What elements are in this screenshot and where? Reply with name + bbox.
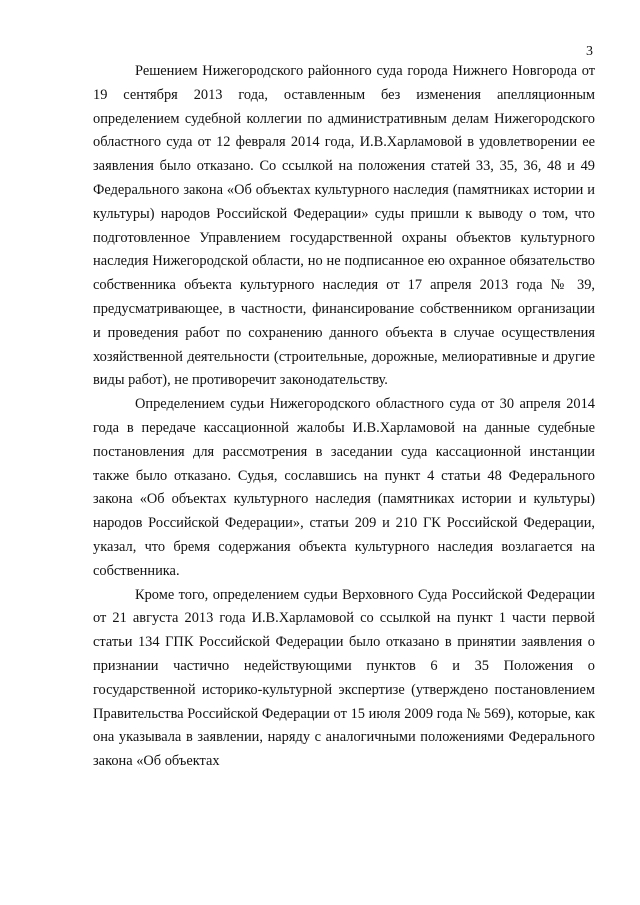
paragraph-3: Кроме того, определением судьи Верховного Суда Российской Федерации от 21 августа 2013 года И.В.Харламовой со ссылкой на пункт 1 части первой статьи 134 ГПК Российской Федерации было отказано в принятии заявления о признании частично недействующими пунктов 6 и 35 Положения о государственной историко-культурной экспертизе (утверждено постановлением Правительства Российской Федерации от 15 июля 2009 года № 569), которые, как она указывала в заявлении, наряду с аналогичными положениями Федерального закона «Об объектах xyxy=(93,586,595,770)
page-number: 3 xyxy=(586,44,593,59)
document-body xyxy=(93,60,595,774)
paragraph-1: Решением Нижегородского районного суда города Нижнего Новгорода от 19 сентября 2013 года, оставленным без изменения апелляционным определением судебной коллегии по административным делам Нижегородского областного суда от 12 февраля 2014 года, И.В.Харламовой в удовлетворении ее заявления было отказано. Со ссылкой на положения статей 33, 35, 36, 48 и 49 Федерального закона «Об объектах культурного наследия (памятниках истории и культуры) народов Российской Федерации» суды пришли к выводу о том, что подготовленное Управлением государственной охраны объектов культурного наследия Нижегородской области, но не подписанное ею охранное обязательство собственника объекта культурного наследия от 17 апреля 2013 года № 39, предусматривающее, в частности, финансирование собственником организации и проведения работ по сохранению данного объекта в случае осуществления хозяйственной деятельности (строительные, дорожные, мелиоративные и другие виды работ), не противоречит законодательству. xyxy=(93,63,595,389)
paragraph-2: Определением судьи Нижегородского областного суда от 30 апреля 2014 года в передаче кассационной жалобы И.В.Харламовой на данные судебные постановления для рассмотрения в заседании суда кассационной инстанции также было отказано. Судья, сославшись на пункт 4 статьи 48 Федерального закона «Об объектах культурного наследия (памятниках истории и культуры) народов Российской Федерации», статьи 209 и 210 ГК Российской Федерации, указал, что бремя содержания объекта культурного наследия возлагается на собственника. xyxy=(93,396,595,579)
